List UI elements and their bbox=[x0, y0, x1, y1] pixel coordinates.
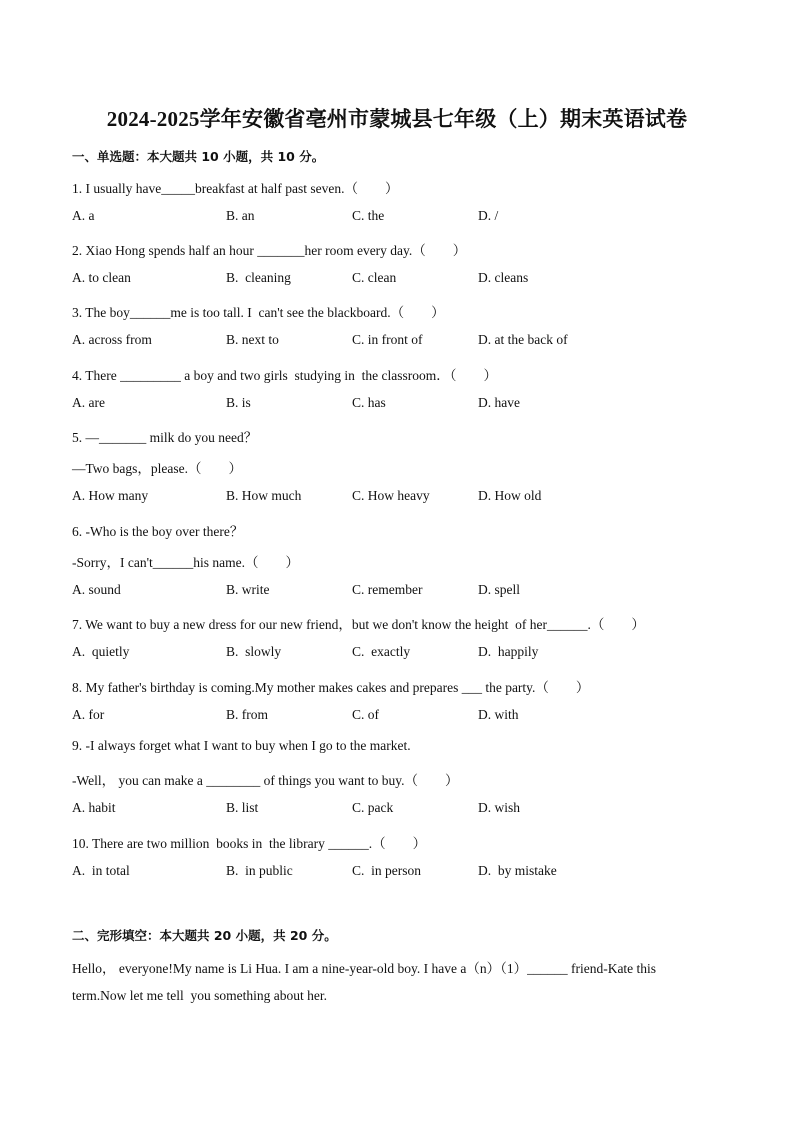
option-b[interactable]: B. in public bbox=[226, 863, 293, 878]
option-d[interactable]: D. spell bbox=[478, 582, 520, 597]
option-a[interactable]: A. for bbox=[72, 707, 105, 722]
option-a[interactable]: A. in total bbox=[72, 863, 130, 878]
option-d[interactable]: D. wish bbox=[478, 800, 521, 815]
question-options bbox=[72, 488, 732, 506]
question-stem: 10. There are two million books in the library ______.（ ） bbox=[72, 836, 427, 851]
option-a[interactable]: A. habit bbox=[72, 800, 116, 815]
question-stem: 6. -Who is the boy over there？ bbox=[72, 524, 244, 539]
question-stem: 5. —_______ milk do you need？ bbox=[72, 430, 258, 445]
option-c[interactable]: C. exactly bbox=[352, 644, 411, 659]
option-c[interactable]: C. has bbox=[352, 395, 386, 410]
option-b[interactable]: B. How much bbox=[226, 488, 302, 503]
option-d[interactable]: D. cleans bbox=[478, 270, 529, 285]
section-heading-single-choice: 一、单选题：本大题共 10 小题，共 10 分。 bbox=[72, 149, 325, 164]
option-a[interactable]: A. across from bbox=[72, 332, 152, 347]
question-options bbox=[72, 332, 732, 350]
exam-title: 2024-2025学年安徽省亳州市蒙城县七年级（上）期末英语试卷 bbox=[106, 107, 688, 131]
section-heading-cloze: 二、完形填空：本大题共 20 小题，共 20 分。 bbox=[72, 928, 337, 943]
option-b[interactable]: B. write bbox=[226, 582, 270, 597]
option-d[interactable]: D. by mistake bbox=[478, 863, 557, 878]
option-c[interactable]: C. clean bbox=[352, 270, 397, 285]
question-stem: 8. My father's birthday is coming.My mother makes cakes and prepares ___ the party.（ ） bbox=[72, 680, 590, 695]
question-stem: 3. The boy______me is too tall. I can't see the blackboard.（ ） bbox=[72, 305, 445, 320]
question-options bbox=[72, 644, 732, 662]
question-stem-reply: -Well， you can make a ________ of things you want to buy.（ ） bbox=[72, 773, 459, 788]
option-a[interactable]: A. sound bbox=[72, 582, 121, 597]
question-options bbox=[72, 863, 732, 881]
option-b[interactable]: B. next to bbox=[226, 332, 279, 347]
option-b[interactable]: B. from bbox=[226, 707, 268, 722]
question-options bbox=[72, 208, 732, 226]
question-stem-reply: -Sorry，I can't______his name.（ ） bbox=[72, 555, 300, 570]
option-c[interactable]: C. the bbox=[352, 208, 385, 223]
cloze-passage-line: Hello， everyone!My name is Li Hua. I am a nine-year-old boy. I have a（n）（1）______ friend-Kate this bbox=[72, 961, 657, 976]
option-d[interactable]: D. with bbox=[478, 707, 519, 722]
option-a[interactable]: A. quietly bbox=[72, 644, 130, 659]
option-a[interactable]: A. to clean bbox=[72, 270, 131, 285]
question-options bbox=[72, 270, 732, 288]
option-c[interactable]: C. remember bbox=[352, 582, 423, 597]
option-c[interactable]: C. in front of bbox=[352, 332, 423, 347]
option-c[interactable]: C. pack bbox=[352, 800, 394, 815]
question-stem: 2. Xiao Hong spends half an hour _______her room every day.（ ） bbox=[72, 243, 467, 258]
question-options bbox=[72, 395, 732, 413]
option-a[interactable]: A. a bbox=[72, 208, 95, 223]
cloze-passage-line: term.Now let me tell you something about her. bbox=[72, 988, 327, 1003]
option-a[interactable]: A. How many bbox=[72, 488, 149, 503]
question-stem: 4. There _________ a boy and two girls studying in the classroom．（ ） bbox=[72, 368, 497, 383]
option-c[interactable]: C. How heavy bbox=[352, 488, 430, 503]
option-d[interactable]: D. at the back of bbox=[478, 332, 568, 347]
option-c[interactable]: C. in person bbox=[352, 863, 421, 878]
option-b[interactable]: B. cleaning bbox=[226, 270, 291, 285]
question-stem: 7. We want to buy a new dress for our new friend，but we don't know the height of her______.（ ） bbox=[72, 617, 645, 632]
question-stem: 9. -I always forget what I want to buy when I go to the market. bbox=[72, 738, 411, 753]
option-d[interactable]: D. How old bbox=[478, 488, 542, 503]
option-b[interactable]: B. is bbox=[226, 395, 251, 410]
option-b[interactable]: B. slowly bbox=[226, 644, 282, 659]
option-d[interactable]: D. have bbox=[478, 395, 520, 410]
option-c[interactable]: C. of bbox=[352, 707, 379, 722]
question-stem: 1. I usually have_____breakfast at half past seven.（ ） bbox=[72, 181, 399, 196]
option-d[interactable]: D. happily bbox=[478, 644, 539, 659]
option-d[interactable]: D. / bbox=[478, 208, 499, 223]
question-options bbox=[72, 582, 732, 600]
option-a[interactable]: A. are bbox=[72, 395, 105, 410]
option-b[interactable]: B. list bbox=[226, 800, 259, 815]
question-stem-reply: —Two bags，please.（ ） bbox=[72, 461, 243, 476]
question-options bbox=[72, 800, 732, 818]
option-b[interactable]: B. an bbox=[226, 208, 255, 223]
question-options bbox=[72, 707, 732, 725]
